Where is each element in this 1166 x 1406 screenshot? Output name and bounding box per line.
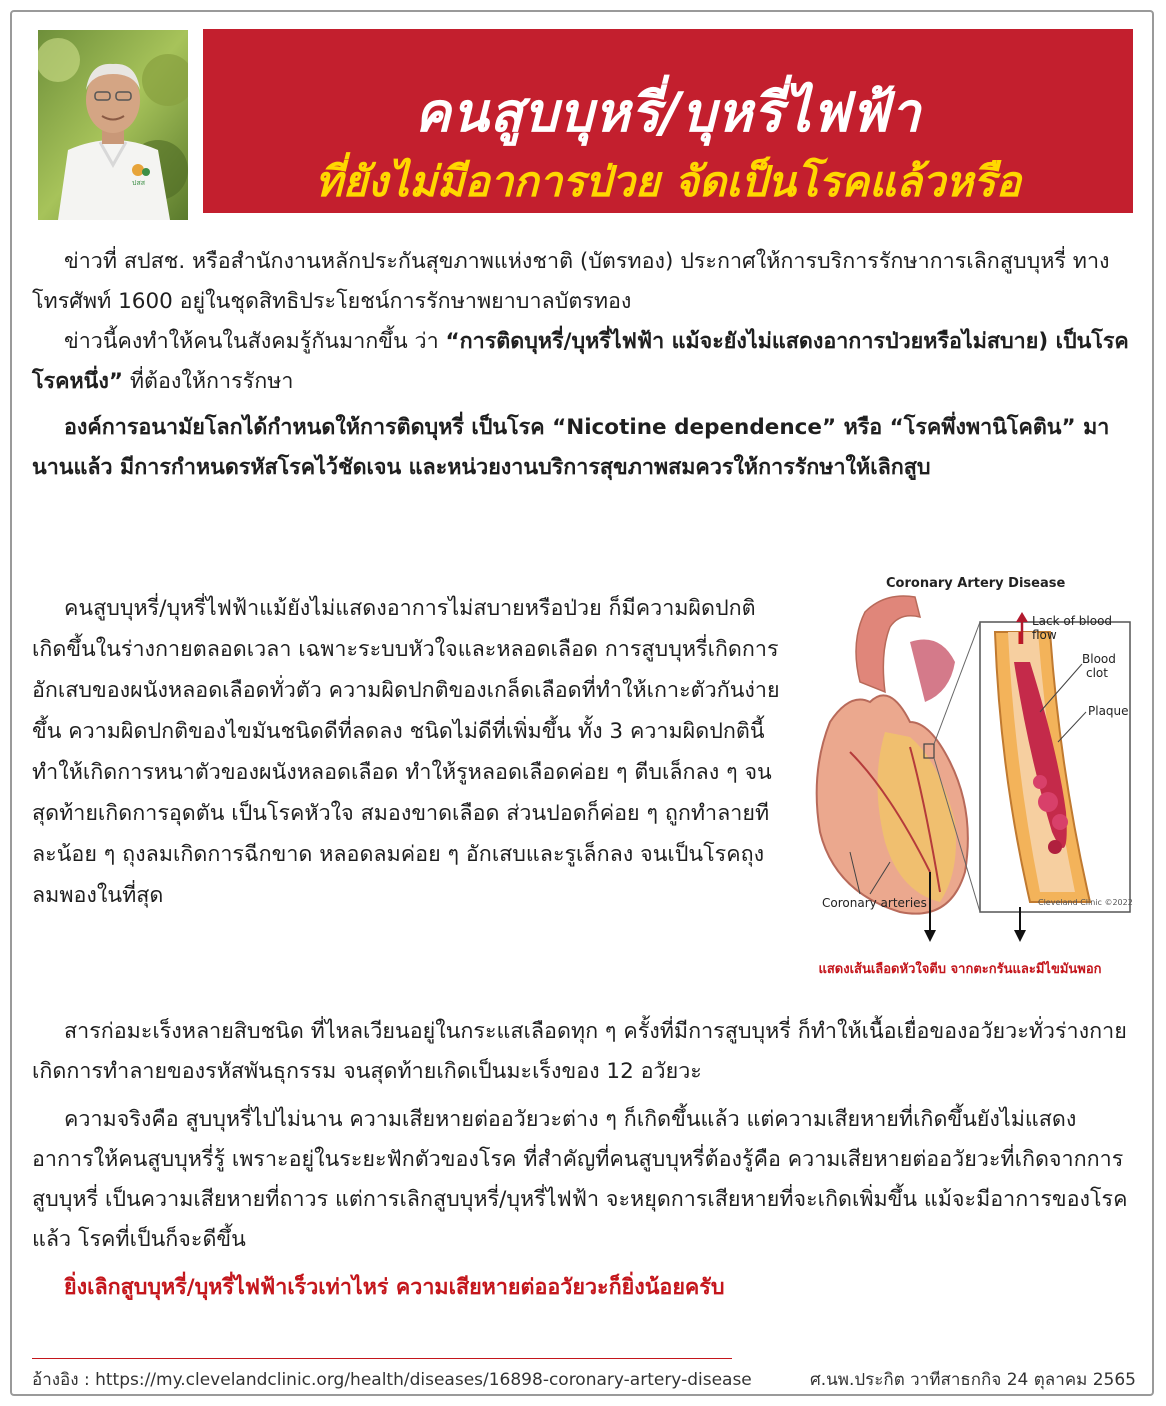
coronary-figure <box>790 572 1140 982</box>
title-line-1: คนสูบบุหรี่/บุหรี่ไฟฟ้า <box>414 81 922 144</box>
author-signature: ศ.นพ.ประกิต วาทีสาธกกิจ 24 ตุลาคม 2565 <box>809 1370 1136 1390</box>
label-blood-clot-2: clot <box>1086 666 1108 680</box>
intro-text <box>32 242 1134 488</box>
label-coronary-arteries: Coronary arteries <box>822 896 927 910</box>
paragraph-3: องค์การอนามัยโลกได้กำหนดให้การติดบุหรี่ เป็นโรค “Nicotine dependence” หรือ “โรคพึ่งพานิโคติน” มานานแล้ว มีการกำหนดรหัสโรคไว้ชัดเจน และหน่วยงานบริการสุขภาพสมควรให้การรักษาให้เลิกสูบ <box>32 415 1110 480</box>
paragraph-5: สารก่อมะเร็งหลายสิบชนิด ที่ไหลเวียนอยู่ในกระแสเลือดทุก ๆ ครั้งที่มีการสูบบุหรี่ ก็ทำให้เนื้อเยื่อของอวัยวะทั่วร่างกาย เกิดการทำลายของรหัสพันธุกรรม จนสุดท้ายเกิดเป็นมะเร็งของ 12 อวัยวะ <box>32 1019 1127 1084</box>
paragraph-1: ข่าวที่ สปสช. หรือสำนักงานหลักประกันสุขภาพแห่งชาติ (บัตรทอง) ประกาศให้การบริการรักษาการเลิกสูบบุหรี่ ทางโทรศัพท์ 1600 อยู่ในชุดสิทธิประโยชน์การรักษาพยาบาลบัตรทอง <box>32 249 1110 314</box>
label-lack-of-blood-flow: Lack of blood flow <box>1032 614 1113 642</box>
paragraph-4-block <box>32 588 782 916</box>
closing-text <box>32 1012 1134 1308</box>
figure-title: Coronary Artery Disease <box>886 576 1066 591</box>
paragraph-4: คนสูบบุหรี่/บุหรี่ไฟฟ้าแม้ยังไม่แสดงอาการไม่สบายหรือป่วย ก็มีความผิดปกติเกิดขึ้นในร่างกายตลอดเวลา เฉพาะระบบหัวใจและหลอดเลือด การสูบบุหรี่เกิดการอักเสบของผนังหลอดเลือดทั่วตัว ความผิดปกติของเกล็ดเลือดที่ทำให้เกาะตัวกันง่ายขึ้น ความผิดปกติของไขมันชนิดดีที่ลดลง ชนิดไม่ดีที่เพิ่มขึ้น ทั้ง 3 ความผิดปกตินี้ ทำให้เกิดการหนาตัวของผนังหลอดเลือด ทำให้รูหลอดเลือดค่อย ๆ ตีบเล็กลง ๆ จนสุดท้ายเกิดการอุดตัน เป็นโรคหัวใจ สมองขาดเลือด ส่วนปอดก็ค่อย ๆ ถูกทำลายทีละน้อย ๆ ถุงลมเกิดการฉีกขาด หลอดลมค่อย ๆ อักเสบและรูเล็กลง จนเป็นโรคถุงลมพองในที่สุด <box>32 596 780 908</box>
label-blood-clot-1: Blood <box>1082 652 1116 666</box>
figure-caption: แสดงเส้นเลือดหัวใจตีบ จากตะกรันและมีไขมันพอก <box>818 962 1102 977</box>
paragraph-2-pre: ข่าวนี้คงทำให้คนในสังคมรู้กันมากขึ้น ว่า <box>64 329 446 354</box>
paragraph-6: ความจริงคือ สูบบุหรี่ไปไม่นาน ความเสียหายต่ออวัยวะต่าง ๆ ก็เกิดขึ้นแล้ว แต่ความเสียหายที่เกิดขึ้นยังไม่แสดงอาการให้คนสูบบุหรี่รู้ เพราะอยู่ในระยะฟักตัวของโรค ที่สำคัญที่คนสูบบุหรี่ต้องรู้คือ ความเสียหายต่ออวัยวะที่เกิดจากการสูบบุหรี่ เป็นความเสียหายที่ถาวร แต่การเลิกสูบบุหรี่/บุหรี่ไฟฟ้า จะหยุดการเสียหายที่จะเกิดเพิ่มขึ้น แม้จะมีอาการของโรคแล้ว โรคที่เป็นก็จะดีขึ้น <box>32 1107 1128 1252</box>
title-line-2: ที่ยังไม่มีอาการป่วย จัดเป็นโรคแล้วหรือ <box>315 157 1021 206</box>
paragraph-2-post: ที่ต้องให้การรักษา <box>122 369 294 394</box>
reference-link[interactable]: อ้างอิง : https://my.clevelandclinic.org/health/diseases/16898-coronary-artery-disease <box>32 1370 752 1390</box>
paragraph-2 <box>32 322 1134 402</box>
figure-credit: Cleveland Clinic ©2022 <box>1038 898 1133 907</box>
reference-divider <box>32 1358 732 1359</box>
author-photo <box>38 30 188 220</box>
title-banner <box>200 26 1136 216</box>
shirt-logo-text: ปสส <box>132 179 145 187</box>
paragraph-2-bold: “การติดบุหรี่/บุหรี่ไฟฟ้า แม้จะยังไม่แสดงอาการป่วยหรือไม่สบาย) เป็นโรคโรคหนึ่ง” <box>32 329 1129 394</box>
paragraph-7: ยิ่งเลิกสูบบุหรี่/บุหรี่ไฟฟ้าเร็วเท่าไหร่ ความเสียหายต่ออวัยวะก็ยิ่งน้อยครับ <box>64 1275 725 1300</box>
label-plaque: Plaque <box>1088 704 1129 718</box>
